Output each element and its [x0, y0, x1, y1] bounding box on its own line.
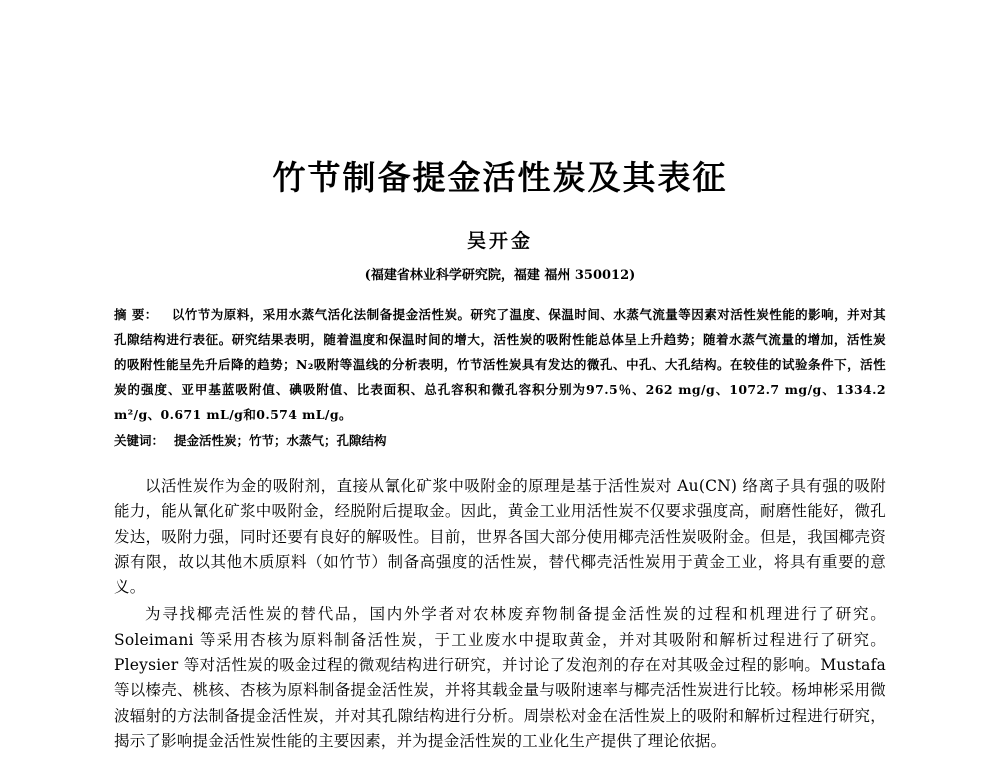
author-affiliation: (福建省林业科学研究院，福建 福州 350012)	[364, 268, 636, 283]
author-name: 吴开金	[466, 230, 533, 252]
abstract-text: 以竹节为原料，采用水蒸气活化法制备提金活性炭。研究了温度、保温时间、水蒸气流量等因素对活性炭性能的影响，并对其孔隙结构进行表征。研究结果表明，随着温度和保温时间的增大，活性炭的吸附性能总体呈上升趋势；随着水蒸气流量的增加，活性炭的吸附性能呈先升后降的趋势；N₂吸附等温线的分析表明，竹节活性炭具有发达的微孔、中孔、大孔结构。在较佳的试验条件下，活性炭的强度、亚甲基蓝吸附值、碘吸附值、比表面积、总孔容积和微孔容积分别为97.5％、262 mg/g、1072.7 mg/g、1334.2 m²/g、0.671 mL/g和0.574 mL/g。	[114, 307, 886, 422]
body-text	[114, 474, 886, 754]
abstract-label: 摘 要：	[114, 307, 158, 322]
body-paragraph: 为寻找椰壳活性炭的替代品，国内外学者对农林废弃物制备提金活性炭的过程和机理进行了研究。Soleimani 等采用杏核为原料制备活性炭，于工业废水中提取黄金，并对其吸附和解析过程进行了研究。Pleysier 等对活性炭的吸金过程的微观结构进行研究，并讨论了发泡剂的存在对其吸金过程的影响。Mustafa 等以榛壳、桃核、杏核为原料制备提金活性炭，并将其载金量与吸附速率与椰壳活性炭进行比较。杨坤彬采用微波辐射的方法制备提金活性炭，并对其孔隙结构进行分析。周崇松对金在活性炭上的吸附和解析过程进行研究，揭示了影响提金活性炭性能的主要因素，并为提金活性炭的工业化生产提供了理论依据。	[114, 605, 886, 750]
keywords	[114, 428, 886, 453]
keywords-text: 提金活性炭；竹节；水蒸气；孔隙结构	[174, 433, 387, 448]
body-paragraph: 以活性炭作为金的吸附剂，直接从氰化矿浆中吸附金的原理是基于活性炭对 Au(CN) 络离子具有强的吸附能力，能从氰化矿浆中吸附金，经脱附后提取金。因此，黄金工业用活性炭不仅要求强度高，耐磨性能好，微孔发达，吸附力强，同时还要有良好的解吸性。目前，世界各国大部分使用椰壳活性炭吸附金。但是，我国椰壳资源有限，故以其他木质原料（如竹节）制备高强度的活性炭，替代椰壳活性炭用于黄金工业，将具有重要的意义。	[114, 477, 886, 597]
abstract	[114, 302, 886, 427]
keywords-label: 关键词：	[114, 433, 165, 448]
paper-title: 竹节制备提金活性炭及其表征	[272, 158, 728, 197]
